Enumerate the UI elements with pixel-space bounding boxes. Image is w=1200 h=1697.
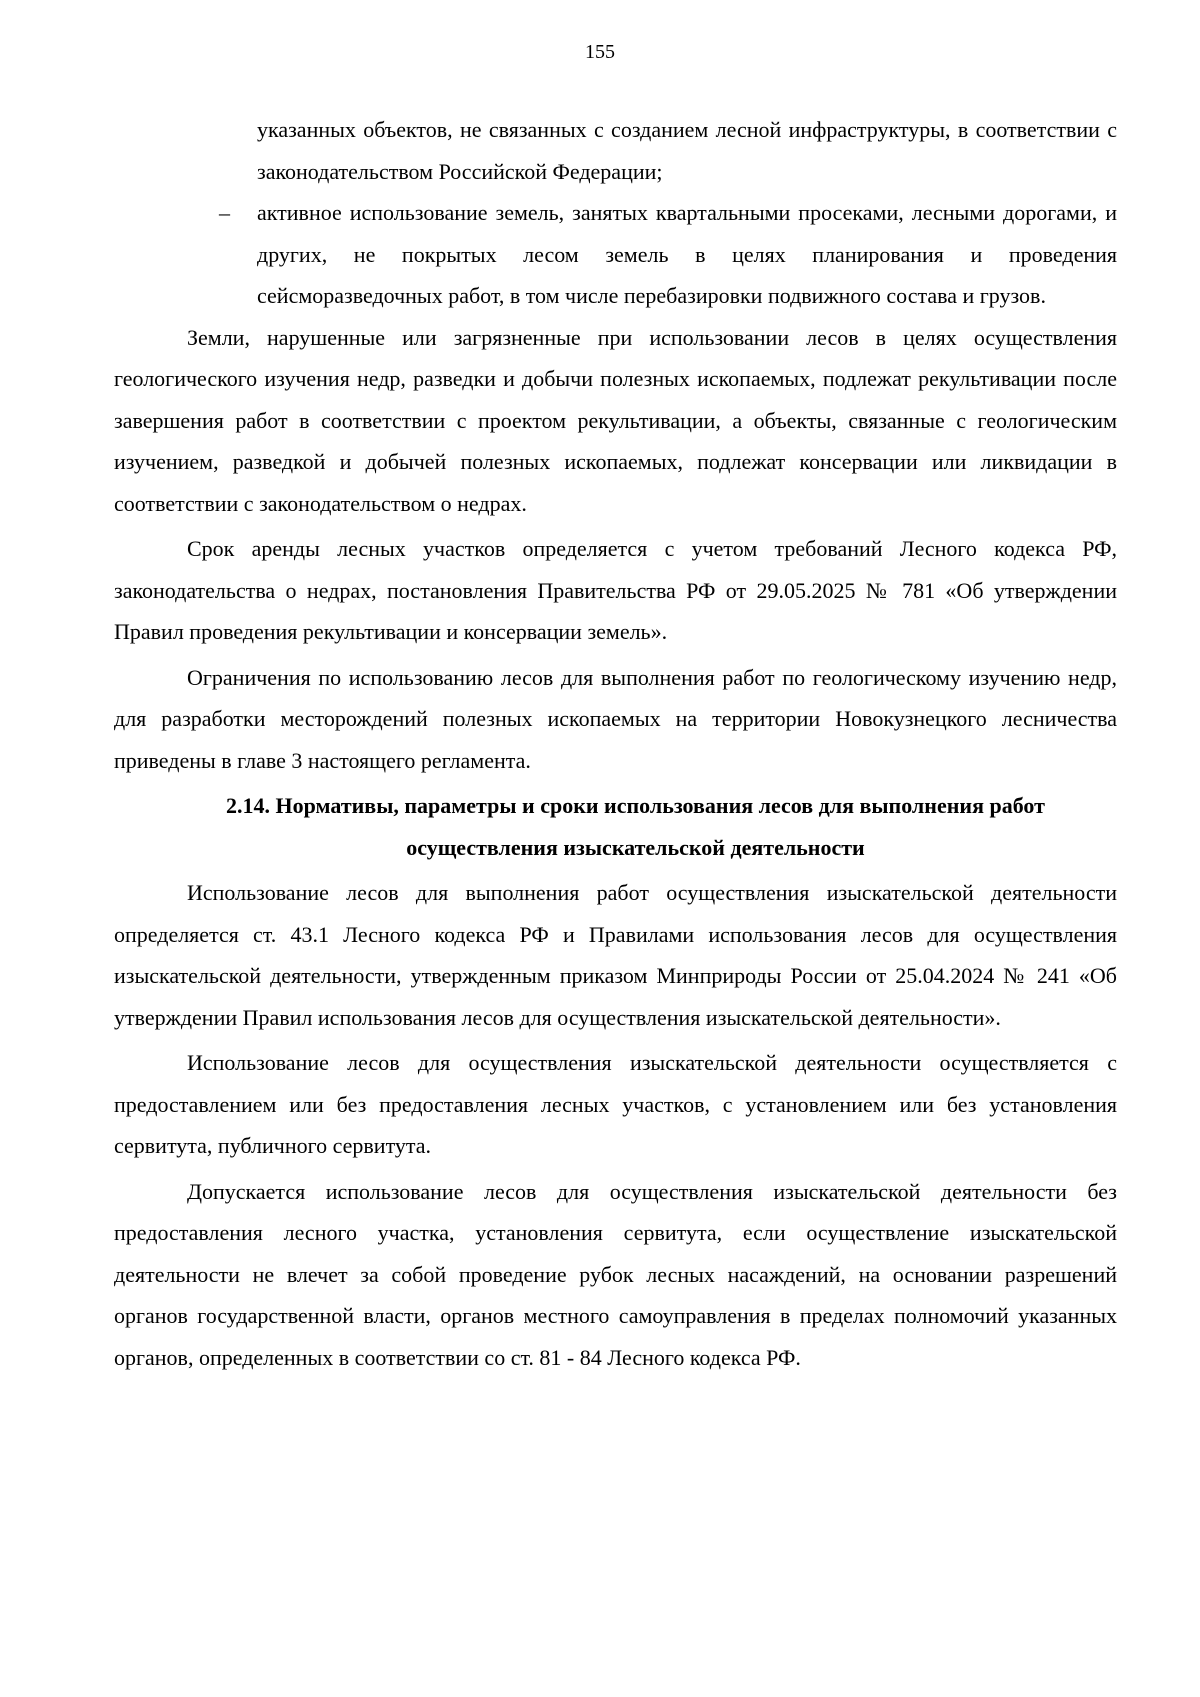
- paragraph-restrictions: Ограничения по использованию лесов для выполнения работ по геологическому изучению недр, для разработки месторождений полезных ископаемых на территории Новокузнецкого лесничества приведены в главе 3 настоящего регламента.: [114, 664, 1117, 773]
- paragraph-survey-permission: Допускается использование лесов для осуществления изыскательской деятельности без предоставления лесного участка, установления сервитута, если осуществление изыскательской деятельности не влечет за собой проведение рубок лесных насаждений, на основании разрешений органов государственной власти, органов местного самоуправления в пределах полномочий указанных органов, определенных в соответствии со ст. 81 - 84 Лесного кодекса РФ.: [114, 1178, 1117, 1370]
- paragraph-survey-plots: Использование лесов для осуществления изыскательской деятельности осуществляется с предоставлением или без предоставления лесных участков, с установлением или без установления сервитута, публичного сервитута.: [114, 1050, 1117, 1158]
- list-dash: –: [219, 200, 230, 225]
- list-item-continuation: [257, 109, 1117, 192]
- paragraph-survey-basis: Использование лесов для выполнения работ осуществления изыскательской деятельности определяется ст. 43.1 Лесного кодекса РФ и Правилами использования лесов для осуществления изыскательской деятельности, утвержденным приказом Минприроды России от 25.04.2024 № 241 «Об утверждении Правил использования лесов для осуществления изыскательской деятельности».: [114, 880, 1117, 1030]
- section-heading: [114, 785, 1117, 868]
- paragraph-land-reclamation: Земли, нарушенные или загрязненные при использовании лесов в целях осуществления геологического изучения недр, разведки и добычи полезных ископаемых, подлежат рекультивации после завершения работ в соответствии с проектом рекультивации, а объекты, связанные с геологическим изучением, разведкой и добычей полезных ископаемых, подлежат консервации или ликвидации в соответствии с законодательством о недрах.: [114, 324, 1117, 516]
- page-content: [114, 109, 1117, 1378]
- section-heading-line-2: осуществления изыскательской деятельности: [406, 834, 865, 860]
- bullet-list: [114, 109, 1117, 317]
- section-heading-line-1: 2.14. Нормативы, параметры и сроки использования лесов для выполнения работ: [226, 793, 1045, 818]
- list-item-text: указанных объектов, не связанных с созданием лесной инфраструктуры, в соответствии с законодательством Российской Федерации;: [257, 117, 1117, 184]
- list-item: [219, 192, 1117, 317]
- page-number: 155: [585, 41, 615, 63]
- list-item-text: активное использование земель, занятых квартальными просеками, лесными дорогами, и других, не покрытых лесом земель в целях планирования и проведения сейсморазведочных работ, в том числе перебазировки подвижного состава и грузов.: [257, 200, 1117, 308]
- paragraph-lease-term: Срок аренды лесных участков определяется с учетом требований Лесного кодекса РФ, законодательства о недрах, постановления Правительства РФ от 29.05.2025 № 781 «Об утверждении Правил проведения рекультивации и консервации земель».: [114, 536, 1117, 644]
